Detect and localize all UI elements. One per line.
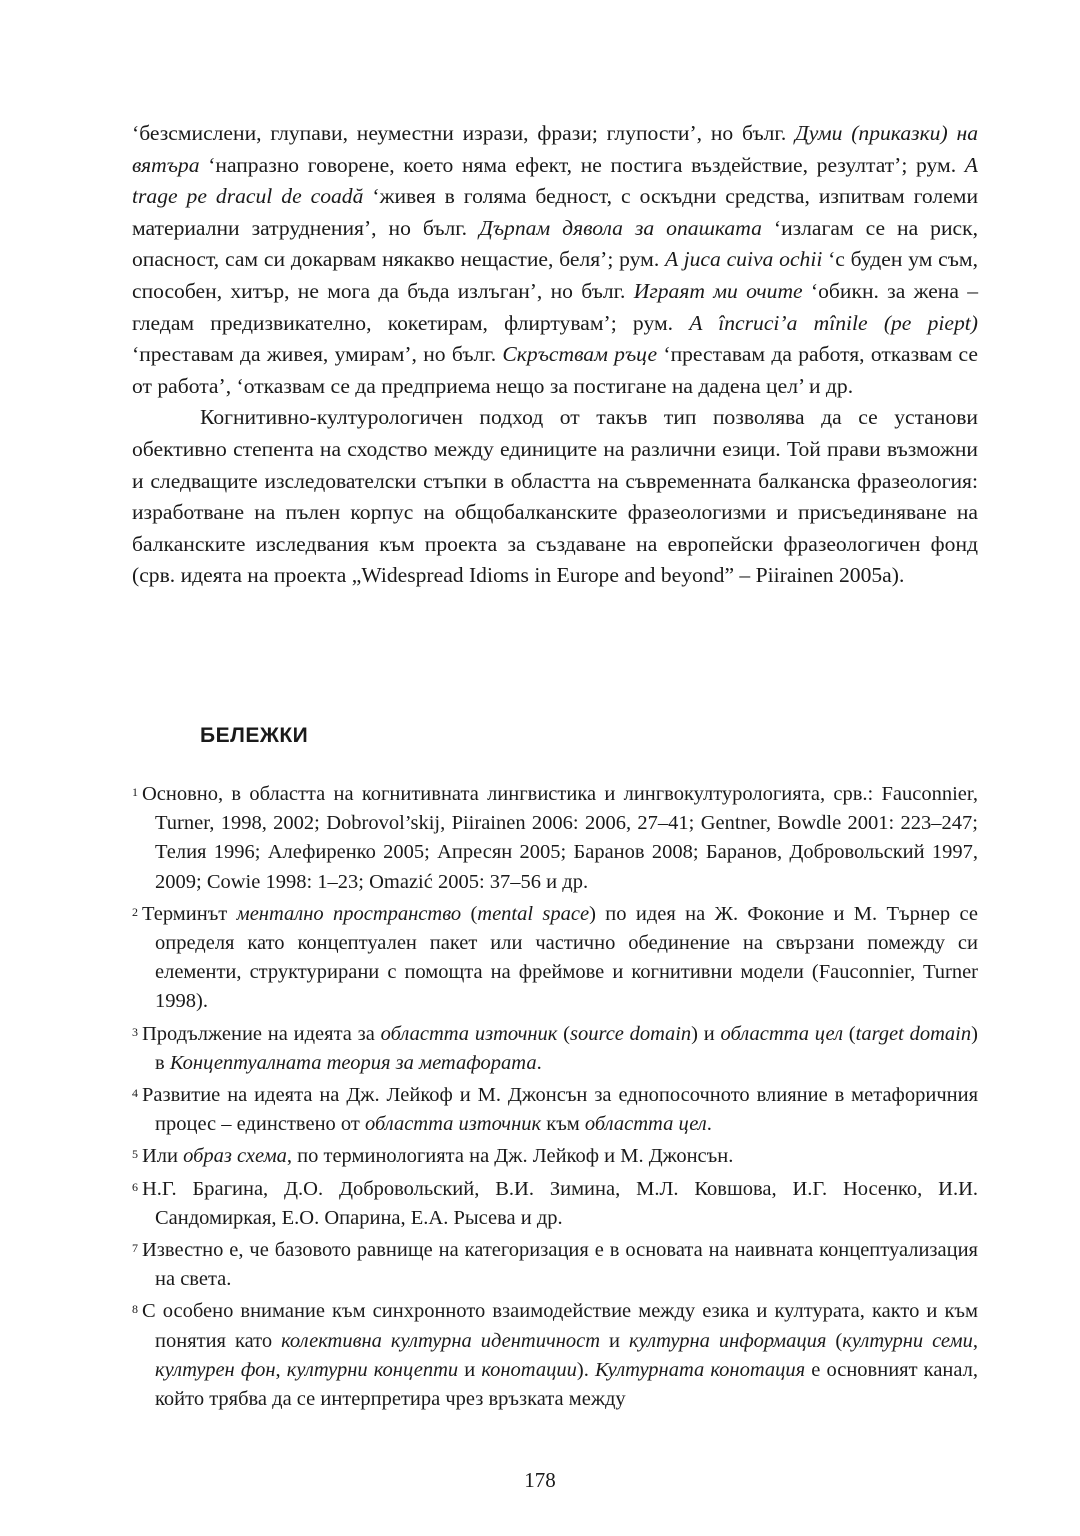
page-number: 178	[524, 1468, 556, 1492]
italic-term: Дърпам дявола за опашката	[479, 215, 762, 240]
footnote-number: 8	[132, 1302, 138, 1317]
footnotes-list	[132, 780, 978, 1417]
text-run: и	[600, 1329, 630, 1352]
italic-term: ментално пространство	[236, 902, 462, 925]
text-run: ) по идея на Ж. Фоконие и М. Търнер се определя като концептуален пакет или частично обединение на свързани помежду си елементи, структурирани с помощта на фреймове и когнитивни модели (Fauconnier, Turner 1998).	[155, 902, 978, 1013]
italic-term: Концептуалната теория за метафората	[169, 1051, 537, 1074]
italic-term: областта източник	[364, 1113, 542, 1136]
text-run: ) и	[691, 1022, 721, 1045]
text-run: С особено внимание към синхронното взаимодействие между езика и културата, както и към понятия като	[142, 1300, 978, 1352]
italic-term: A trage pe dracul de coadă	[132, 152, 978, 209]
italic-term: културни семи	[842, 1329, 973, 1352]
footnote-number: 6	[132, 1179, 138, 1194]
text-run: ‘излагам се на риск, опасност, сам си докарвам някакво нещастие, беля’; рум.	[132, 215, 978, 272]
italic-term: Културната конотация	[594, 1358, 806, 1381]
text-run: Известно е, че базовото равнище на категоризация е в основата на наивната концептуализация на света.	[142, 1239, 978, 1291]
text-run: ,	[972, 1329, 978, 1352]
footnote-number: 3	[132, 1024, 138, 1039]
italic-term: конотации	[481, 1358, 577, 1381]
text-run: ‘преставам да работя, отказвам се от работа’, ‘отказвам се да предприема нещо за постигане на дадена цел’ и др.	[132, 342, 978, 398]
text-run: (	[461, 902, 478, 925]
footnote-4	[132, 1081, 978, 1139]
italic-term: source domain	[570, 1022, 692, 1045]
text-run: ) в	[155, 1022, 978, 1074]
footnote-3	[132, 1020, 978, 1078]
text-run: ‘с буден ум съм, способен, хитър, не мога да бъда излъган’, но бълг.	[132, 247, 978, 303]
text-run: Когнитивно-културологичен подход от такъв тип позволява да се установи обективно степента на сходство между единиците на различни езици. Той прави възможни и следващите изследователски стъпки в областта на съвременната балканска фразеология: изработване на пълен корпус на общобалканските фразеологизми и присъединяване на балканските изследвания към проекта за създаване на европейски фразеологичен фонд (срв. идеята на проекта „Widespread Idioms in Europe and beyond” – Piirainen 2005a).	[132, 405, 978, 588]
footnote-5	[132, 1142, 978, 1171]
text-run: ‘напразно говорене, което няма ефект, не постига въздействие, резултат’; рум.	[199, 152, 965, 177]
italic-term: областта източник	[380, 1022, 558, 1045]
italic-term: A încruci’a mînile (pe piept)	[689, 310, 978, 335]
footnote-number: 1	[132, 785, 138, 799]
text-run: (	[557, 1022, 570, 1045]
text-run: ‘преставам да живея, умирам’, но бълг.	[132, 342, 503, 367]
paragraph-1	[132, 118, 978, 402]
italic-term: културен фон	[155, 1358, 276, 1381]
footnote-8	[132, 1297, 978, 1414]
footnote-2	[132, 900, 978, 1017]
italic-term: Думи (приказки) на вятъра	[132, 121, 978, 177]
text-run: Продължение на идеята за	[142, 1022, 381, 1045]
text-run: към	[541, 1113, 585, 1136]
text-run: , по терминологията на Дж. Лейкоф и М. Джонсън.	[286, 1145, 734, 1168]
footnote-6	[132, 1175, 978, 1233]
italic-term: mental space	[477, 902, 590, 925]
text-run: Основно, в областта на когнитивната лингвистика и лингвокултурологията, срв.: Fauconnier, Turner, 1998, 2002; Dobrovol’skij, Piirainen 2006: 2006, 27–41; Gentner, Bowdle 2001: 223–247; Телия 1996; Алефиренко 2005; Апресян 2005; Баранов 2008; Баранов, Добровольский 1997, 2009; Cowie 1998: 1–23; Omazić 2005: 37–56 и др.	[142, 783, 978, 893]
italic-term: областта цел	[584, 1113, 707, 1136]
text-run: .	[706, 1113, 712, 1136]
italic-term: A juca cuiva ochii	[665, 247, 823, 272]
footnote-1	[132, 780, 978, 897]
italic-term: културни концепти	[286, 1358, 459, 1381]
text-run: ‘безсмислени, глупави, неуместни изрази, фрази; глупости’, но бълг.	[132, 121, 796, 145]
footnote-number: 5	[132, 1147, 138, 1162]
footnote-number: 4	[132, 1086, 138, 1101]
text-run: Н.Г. Брагина, Д.О. Добровольский, В.И. Зимина, М.Л. Ковшова, И.Г. Носенко, И.И. Сандомиркая, Е.О. Опарина, Е.А. Рысева и др.	[142, 1177, 978, 1229]
text-run: и	[458, 1358, 482, 1381]
italic-term: областта цел	[720, 1022, 844, 1045]
text-run: Или	[142, 1145, 184, 1168]
text-run: .	[536, 1051, 542, 1074]
italic-term: Играят ми очите	[633, 278, 803, 303]
text-run: ).	[576, 1358, 595, 1381]
text-run: (	[843, 1022, 856, 1045]
italic-term: target domain	[855, 1022, 972, 1045]
text-run: Терминът	[142, 902, 237, 925]
footnote-number: 7	[132, 1241, 138, 1256]
italic-term: образ схема	[183, 1145, 287, 1168]
italic-term: колективна културна идентичност	[281, 1329, 601, 1352]
text-run: ‘живея в голяма бедност, с оскъдни средства, изпитвам големи материални затруднения’, но бълг.	[132, 184, 978, 240]
text-run: (	[826, 1329, 843, 1352]
paragraph-2	[132, 402, 978, 592]
text-run: ,	[275, 1358, 287, 1381]
footnote-7	[132, 1236, 978, 1294]
main-text	[132, 118, 978, 592]
text-run: ‘обикн. за жена – гледам предизвикателно, кокетирам, флиртувам’; рум.	[132, 278, 979, 335]
text-run: Развитие на идеята на Дж. Лейкоф и М. Джонсън за еднопосочното влияние в метафоричния процес – единствено от	[142, 1084, 978, 1136]
italic-term: Скръствам ръце	[502, 342, 658, 367]
footnote-number: 2	[132, 904, 138, 919]
italic-term: културна информация	[629, 1329, 827, 1352]
notes-heading: БЕЛЕЖКИ	[200, 724, 309, 747]
text-run: е основният канал, който трябва да се интерпретира чрез връзката между	[155, 1358, 979, 1411]
